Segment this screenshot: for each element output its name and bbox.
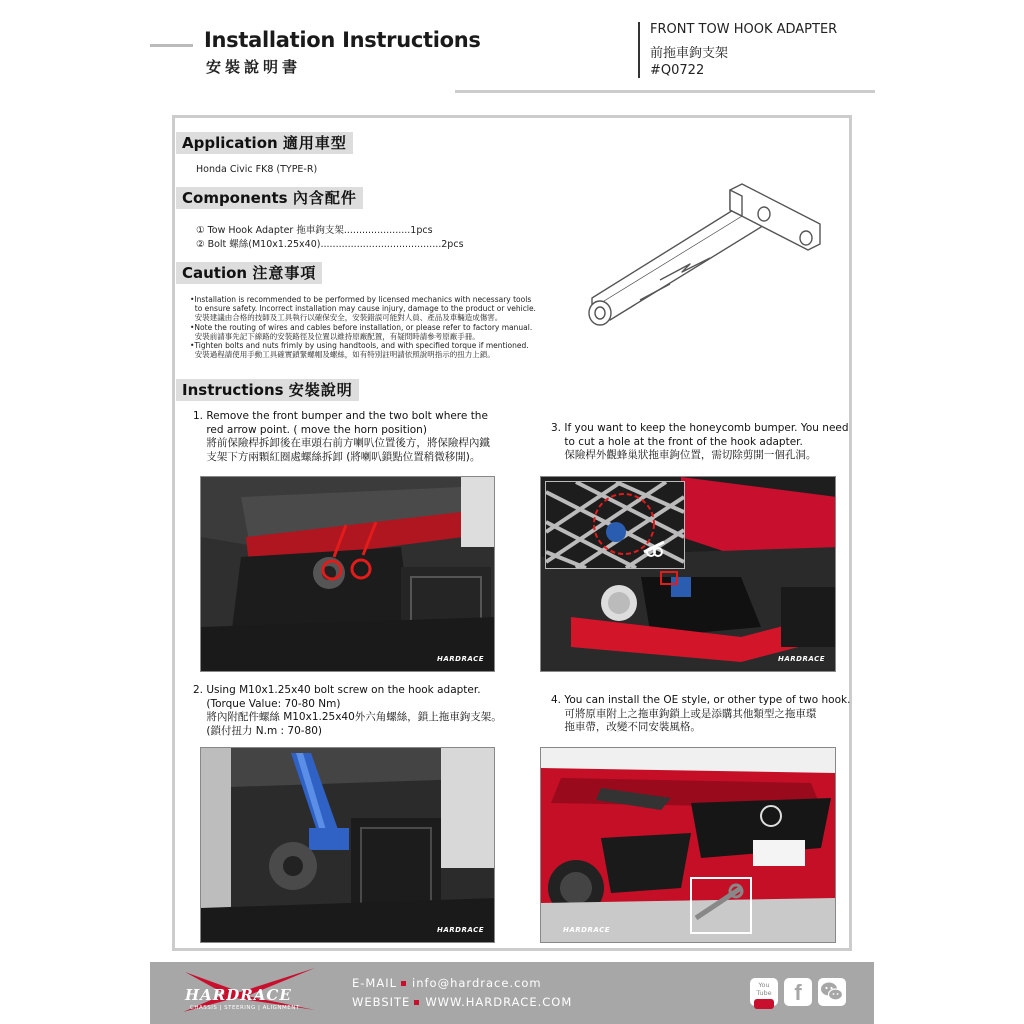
step-line: 保險桿外觀蜂巢狀拖車鉤位置，需切除剪開一個孔洞。 — [551, 449, 817, 461]
vehicle-text: Honda Civic FK8 (TYPE-R) — [196, 164, 318, 175]
header-rule-right — [455, 90, 875, 93]
page-title: Installation Instructions — [204, 28, 481, 52]
website-label: WEBSITE — [352, 995, 411, 1009]
part-number: #Q0722 — [650, 63, 705, 78]
step-line: 將內附配件螺絲 M10x1.25x40外六角螺絲，鎖上拖車鉤支架。 — [193, 711, 502, 723]
step-1-photo — [200, 476, 495, 672]
step-line: 4. You can install the OE style, or other type of two hook. — [551, 694, 851, 706]
step-3-text — [551, 422, 849, 463]
tow-hook-adapter-illustration — [570, 180, 835, 330]
step-2-text — [193, 684, 502, 738]
step-line: 拖車帶，改變不同安裝風格。 — [551, 721, 701, 733]
header-divider — [638, 22, 640, 78]
youtube-label: You Tube — [756, 981, 772, 997]
website-link[interactable]: WWW.HARDRACE.COM — [425, 995, 573, 1009]
caution-line: •Installation is recommended to be performed by licensed mechanics with necessary tools — [190, 295, 532, 304]
step-3-photo — [540, 476, 836, 672]
caution-line: 安裝過程請使用手動工具確實鎖緊螺帽及螺絲，如有特別註明請依照說明指示的扭力上鎖。 — [190, 350, 495, 360]
website-line — [352, 995, 572, 1009]
instructions-heading: Instructions 安裝說明 — [176, 379, 359, 401]
product-name: FRONT TOW HOOK ADAPTER — [650, 22, 838, 37]
hardrace-watermark: HARDRACE — [778, 655, 825, 663]
bullet-icon — [414, 1000, 419, 1005]
email-line — [352, 976, 542, 990]
component-item: ② Bolt 螺絲(M10x1.25x40)........................................2pcs — [196, 239, 464, 250]
step-2-photo — [200, 747, 495, 943]
caution-text — [190, 295, 536, 359]
email-link[interactable]: info@hardrace.com — [412, 976, 542, 990]
step-line: red arrow point. ( move the horn position) — [193, 423, 427, 436]
wechat-icon[interactable] — [818, 978, 846, 1006]
caution-line: •Tighten bolts and nuts frimly by using handtools, and with specified torque if mentioned. — [190, 341, 529, 351]
step-line: 3. If you want to keep the honeycomb bumper. You need — [551, 422, 849, 434]
bullet-icon — [401, 981, 406, 986]
hardrace-watermark: HARDRACE — [563, 926, 610, 934]
caution-line: 安裝前請事先記下線路的安裝路徑及位置以維持原廠配置，有疑問時請參考原廠手冊。 — [190, 331, 480, 341]
component-item: ① Tow Hook Adapter 拖車鉤支架......................1pcs — [196, 225, 433, 236]
application-heading: Application 適用車型 — [176, 132, 353, 154]
caution-line: 安裝建議由合格的技師及工具執行以確保安全，安裝錯誤可能對人員、產品及車輛造成傷害。 — [190, 313, 503, 323]
facebook-icon[interactable] — [784, 978, 812, 1006]
hardrace-watermark: HARDRACE — [437, 655, 484, 663]
caution-line: •Note the routing of wires and cables before installation, or please refer to factory manual. — [190, 322, 533, 332]
step-3-inset-photo — [545, 481, 685, 569]
components-heading: Components 內含配件 — [176, 187, 363, 209]
brand-tagline: CHASSIS | STEERING | ALIGNMENT — [190, 1005, 300, 1011]
youtube-icon[interactable] — [750, 978, 778, 1006]
step-line: 2. Using M10x1.25x40 bolt screw on the hook adapter. — [193, 684, 481, 696]
caution-line: to ensure safety. Incorrect installation may cause injury, damage to the product or vehicle. — [190, 304, 536, 314]
hardrace-watermark: HARDRACE — [437, 926, 484, 934]
caution-heading: Caution 注意事項 — [176, 262, 322, 284]
brand-logo-text: HARDRACE — [185, 986, 292, 1004]
step-line: 可將原車附上之拖車鉤鎖上或是添購其他類型之拖車環 — [551, 707, 817, 720]
page-title-zh: 安裝說明書 — [206, 58, 302, 76]
step-line: 將前保險桿拆卸後在車頭右前方喇叭位置後方，將保險桿內鐵 — [193, 437, 490, 449]
step-1-text — [193, 410, 490, 464]
step-line: 支架下方兩顆紅圈處螺絲拆卸 (將喇叭鎖點位置稍微移開)。 — [193, 450, 481, 463]
step-4-text — [551, 694, 850, 735]
email-label: E-MAIL — [352, 976, 398, 990]
step-line: (鎖付扭力 N.m : 70-80) — [193, 724, 323, 737]
header-rule-left — [150, 44, 193, 47]
step-line: to cut a hole at the front of the hook adapter. — [551, 435, 803, 448]
facebook-label: f — [794, 980, 802, 1005]
step-4-photo — [540, 747, 836, 943]
product-name-zh: 前拖車鉤支架 — [650, 46, 729, 61]
step-line: 1. Remove the front bumper and the two bolt where the — [193, 410, 488, 422]
step-line: (Torque Value: 70-80 Nm) — [193, 697, 341, 710]
